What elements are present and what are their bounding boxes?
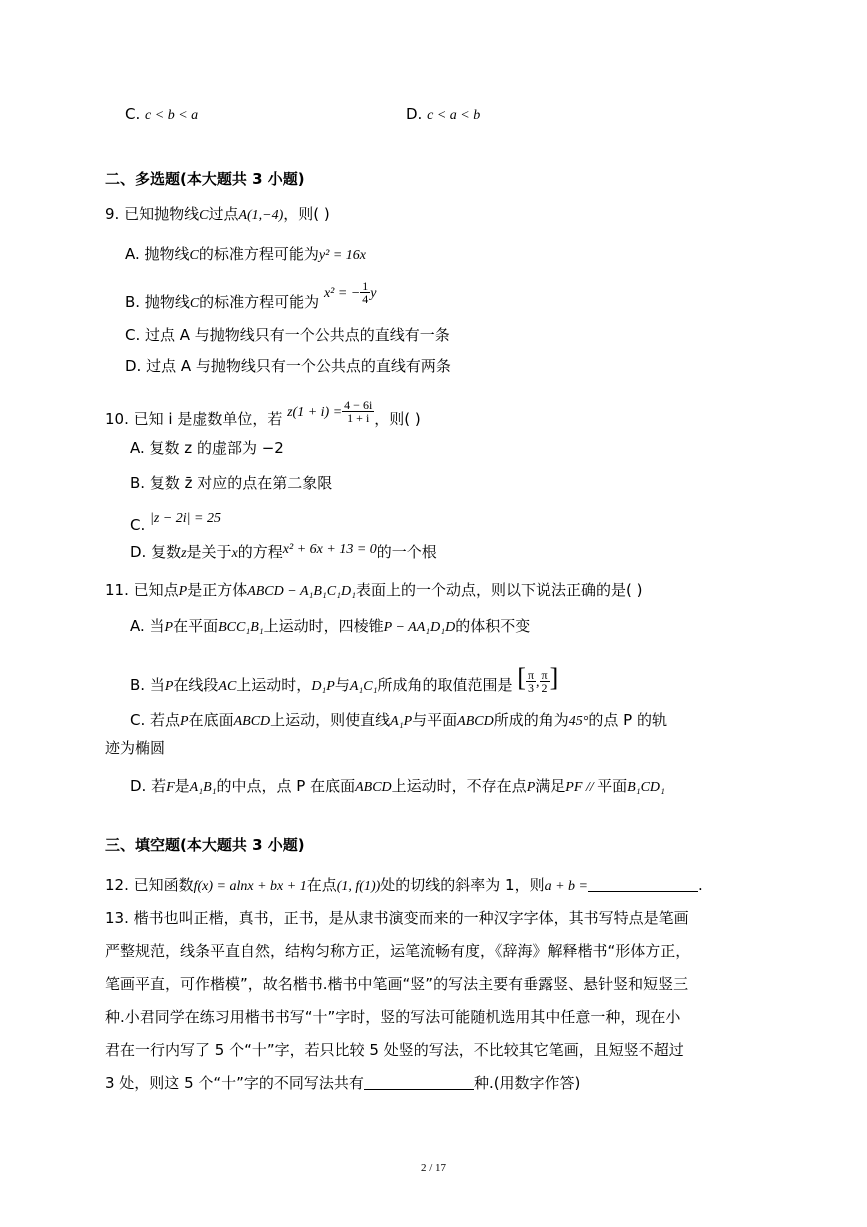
question-12 <box>105 875 703 897</box>
text: 上运动，则使直线 <box>270 711 391 729</box>
math-plane: ABCD <box>233 714 271 729</box>
question-11-option-b: B. 当P在线段AC上运动时，D₁P与A₁C₁所成角的取值范围是 [ $\frac{\pi}{3}$ , $\frac{\pi}{2}$ ] <box>130 663 559 695</box>
math-equation: x² + 6x + 13 = 0 <box>282 542 377 557</box>
fraction-denominator: 3 <box>527 681 534 695</box>
question-9-option-d: D. 过点 A 与抛物线只有一个公共点的直线有两条 <box>125 357 451 375</box>
question-11-option-d <box>130 776 665 798</box>
text: B. 当 <box>130 676 165 694</box>
text: 满足 <box>535 777 566 795</box>
question-13-line2: 严整规范，线条平直自然，结构匀称方正，运笔流畅有度，《辞海》解释楷书“形体方正， <box>105 942 691 960</box>
text: 9. 已知抛物线 <box>105 205 200 223</box>
option-label: C. <box>130 516 146 534</box>
fraction-numerator: 4 − 6i <box>344 398 373 412</box>
math-var: C <box>199 208 209 223</box>
question-11-option-c-line2: 迹为椭圆 <box>105 739 166 757</box>
fraction <box>540 669 550 694</box>
math-angle: 45° <box>568 714 589 729</box>
math-expression: c < a < b <box>427 108 481 123</box>
section-heading-multiple-choice: 二、多选题(本大题共 3 小题) <box>105 170 305 188</box>
question-13-line3: 笔画平直，可作楷模”，故名楷书.楷书中笔画“竖”的写法主要有垂露竖、悬针竖和短竖三 <box>105 975 689 993</box>
math-segment: AC <box>218 679 237 694</box>
question-11-stem <box>105 580 642 602</box>
question-11-option-c-line1 <box>130 710 667 732</box>
option-c-prev <box>125 104 198 126</box>
math-plane: ABCD <box>457 714 494 729</box>
math-var: F <box>166 780 175 795</box>
fraction-denominator: 4 <box>362 292 369 306</box>
text: . <box>698 876 703 894</box>
option-label: D. <box>406 105 423 123</box>
math-function: f(x) = alnx + bx + 1 <box>193 879 307 894</box>
question-10-option-c <box>130 507 221 534</box>
math-solid: P − AA₁D₁D <box>383 620 456 635</box>
text: 11. 已知点 <box>105 581 179 599</box>
text: 是正方体 <box>187 581 248 599</box>
text: 的体积不变 <box>455 617 531 635</box>
text: 过点 <box>208 205 239 223</box>
math-solid: ABCD − A₁B₁C₁D₁ <box>247 584 356 599</box>
text: 所成角的取值范围是 <box>377 676 513 694</box>
text: 表面上的一个动点，则以下说法正确的是( ) <box>355 581 643 599</box>
page-number: 2 / 17 <box>420 1162 447 1174</box>
text: 是 <box>174 777 190 795</box>
text: ，则( ) <box>283 205 330 223</box>
math-var: P <box>164 679 174 694</box>
text: C. 若点 <box>130 711 181 729</box>
math-var: C <box>189 248 199 263</box>
math-point: (1, f(1)) <box>336 879 381 894</box>
math-equation: x² = − <box>323 286 361 301</box>
text: 的一个根 <box>376 543 437 561</box>
text: 在点 <box>306 876 337 894</box>
text: 的方程 <box>237 543 283 561</box>
text: 在平面 <box>173 617 219 635</box>
fraction-numerator: π <box>541 668 548 682</box>
question-9-option-c: C. 过点 A 与抛物线只有一个公共点的直线有一条 <box>125 326 450 344</box>
text: ，则( ) <box>374 410 421 428</box>
text: 在线段 <box>173 676 219 694</box>
math-expression: a + b = <box>544 879 589 894</box>
math-line: A₁P <box>390 714 413 729</box>
text: D. 若 <box>130 777 167 795</box>
text: 与 <box>334 676 350 694</box>
text: 10. 已知 i 是虚数单位，若 <box>105 410 283 428</box>
question-13-line1: 13. 楷书也叫正楷，真书，正书，是从隶书演变而来的一种汉字字体，其书写特点是笔画 <box>105 909 689 927</box>
question-9-option-a <box>125 244 366 266</box>
math-var: P <box>178 584 188 599</box>
math-var: P <box>526 780 536 795</box>
text: 平面 <box>597 777 628 795</box>
fraction <box>342 399 374 424</box>
text: 的中点，点 P 在底面 <box>216 777 356 795</box>
text: 上运动时，四棱锥 <box>263 617 384 635</box>
text: 与平面 <box>412 711 458 729</box>
bracket: [ <box>517 663 526 692</box>
question-10-stem <box>105 398 421 432</box>
math-expression: z(1 + i) = <box>287 405 343 420</box>
text: 在底面 <box>188 711 234 729</box>
section-heading-fill-in: 三、填空题(本大题共 3 小题) <box>105 836 305 854</box>
question-11-option-a <box>130 616 530 638</box>
question-13-line5: 君在一行内写了 5 个“十”字，若只比较 5 处竖的写法，不比较其它笔画，且短竖不超过 <box>105 1041 684 1059</box>
text: 处的切线的斜率为 1，则 <box>380 876 545 894</box>
text: 上运动时， <box>236 676 312 694</box>
answer-blank[interactable] <box>588 877 698 892</box>
fraction-numerator: π <box>527 668 535 682</box>
question-9-option-b <box>125 279 377 315</box>
math-line: A₁C₁ <box>349 679 378 694</box>
text: D. 复数 <box>130 543 182 561</box>
math-segment: A₁B₁ <box>189 780 217 795</box>
math-point: A(1,−4) <box>238 208 284 223</box>
option-d-prev <box>406 104 480 126</box>
math-plane: ABCD <box>355 780 392 795</box>
question-13-line6 <box>105 1073 580 1093</box>
option-label: C. <box>125 105 141 123</box>
math-equation: y² = 16x <box>318 248 366 263</box>
fraction-denominator: 2 <box>541 681 548 695</box>
text: 所成的角为 <box>493 711 569 729</box>
math-relation: PF // <box>565 780 598 795</box>
math-var: P <box>180 714 189 729</box>
math-line: D₁P <box>311 679 335 694</box>
question-10-option-d <box>130 542 437 564</box>
math-var: C <box>189 296 200 311</box>
math-expression: |z − 2i| = 25 <box>150 511 221 526</box>
text: 上运动时，不存在点 <box>391 777 527 795</box>
math-var: z <box>181 546 187 561</box>
fraction <box>526 669 536 694</box>
text: A. 抛物线 <box>125 245 190 263</box>
fraction-denominator: 1 + i <box>347 411 370 425</box>
math-var: y <box>370 286 377 301</box>
question-10-option-a: A. 复数 z 的虚部为 −2 <box>130 439 284 457</box>
fraction-numerator: 1 <box>362 279 369 293</box>
text: B. 抛物线 <box>125 293 190 311</box>
math-plane: B₁CD₁ <box>627 780 665 795</box>
fraction <box>360 280 370 305</box>
text: 3 处，则这 5 个“十”字的不同写法共有 <box>105 1074 364 1092</box>
question-13-line4: 种.小君同学在练习用楷书书写“十”字时，竖的写法可能随机选用其中任意一种，现在小 <box>105 1008 681 1026</box>
answer-blank[interactable] <box>364 1075 474 1090</box>
bracket: ] <box>549 663 559 692</box>
math-expression: c < b < a <box>145 108 199 123</box>
question-10-option-b: B. 复数 z̄ 对应的点在第二象限 <box>130 474 333 492</box>
text: 种.(用数字作答) <box>473 1074 581 1092</box>
question-9-stem <box>105 204 330 226</box>
text: 的点 P 的轨 <box>588 711 667 729</box>
math-var: P <box>164 620 174 635</box>
text: 12. 已知函数 <box>105 876 194 894</box>
text: A. 当 <box>130 617 165 635</box>
text: 的标准方程可能为 <box>199 293 320 311</box>
text: 是关于 <box>186 543 232 561</box>
math-plane: BCC₁B₁ <box>218 620 264 635</box>
text: 的标准方程可能为 <box>198 245 319 263</box>
math-var: x <box>231 546 238 561</box>
